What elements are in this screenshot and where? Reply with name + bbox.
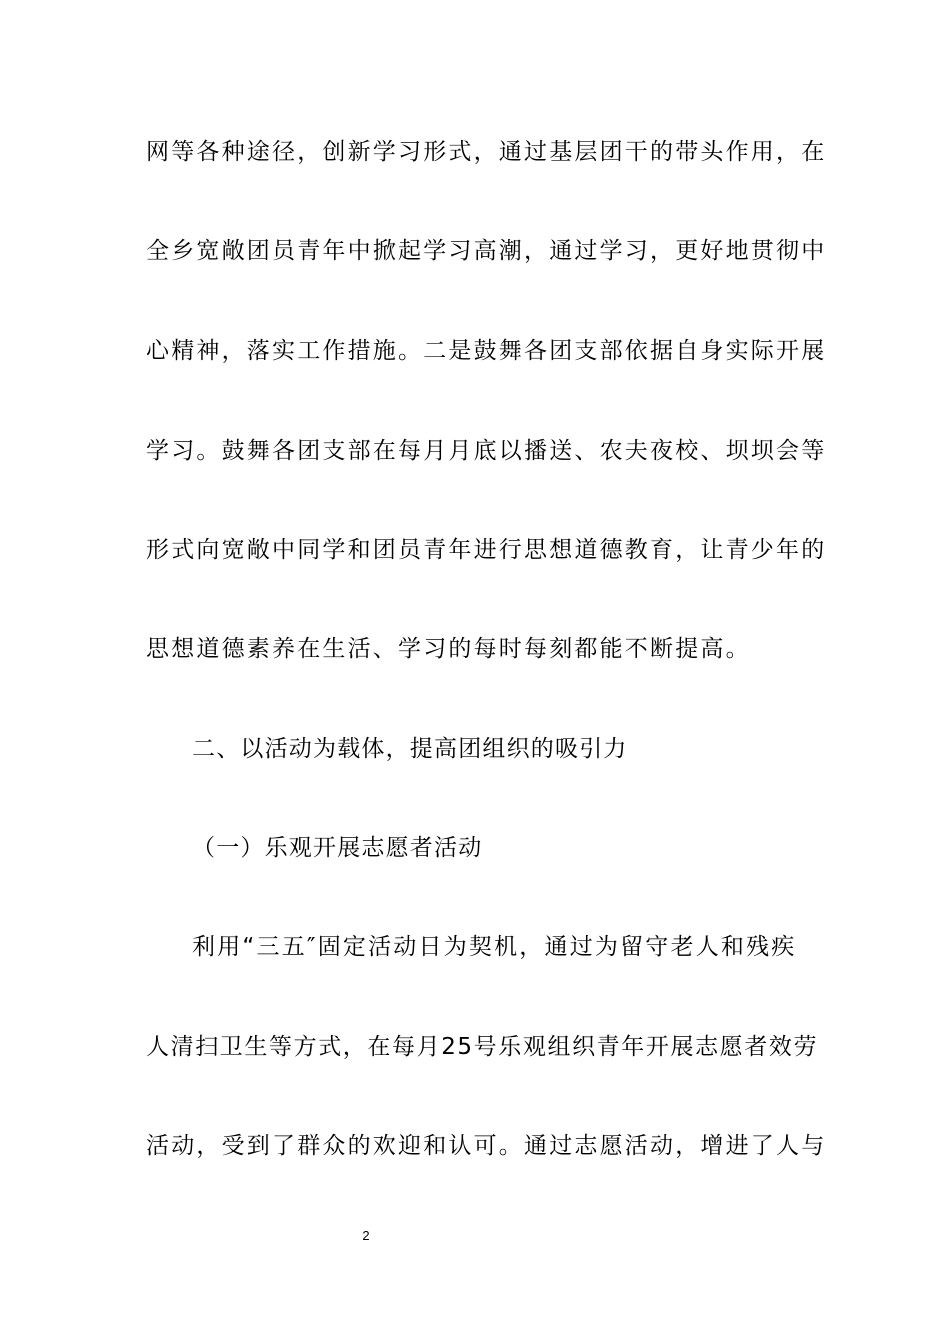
paragraph-line: 活动，受到了群众的欢迎和认可。通过志愿活动，增进了人与 bbox=[146, 1133, 827, 1159]
page-number: 2 bbox=[362, 1228, 370, 1243]
subsection-heading: （一）乐观开展志愿者活动 bbox=[192, 835, 483, 861]
section-heading: 二、以活动为载体，提高团组织的吸引力 bbox=[192, 736, 628, 762]
paragraph-line: 人清扫卫生等方式，在每月25号乐观组织青年开展志愿者效劳 bbox=[146, 1034, 819, 1060]
paragraph-line: 心精神，落实工作措施。二是鼓舞各团支部依据自身实际开展 bbox=[146, 338, 827, 364]
paragraph-line: 利用“三五″固定活动日为契机，通过为留守老人和残疾 bbox=[192, 934, 797, 960]
paragraph-line: 网等各种途径，创新学习形式，通过基层团干的带头作用，在 bbox=[146, 139, 827, 165]
paragraph-line: 思想道德素养在生活、学习的每时每刻都能不断提高。 bbox=[146, 636, 751, 662]
paragraph-line: 学习。鼓舞各团支部在每月月底以播送、农夫夜校、坝坝会等 bbox=[146, 438, 827, 464]
paragraph-line: 全乡宽敞团员青年中掀起学习高潮，通过学习，更好地贯彻中 bbox=[146, 238, 827, 264]
paragraph-line: 形式向宽敞中同学和团员青年进行思想道德教育，让青少年的 bbox=[146, 537, 827, 563]
